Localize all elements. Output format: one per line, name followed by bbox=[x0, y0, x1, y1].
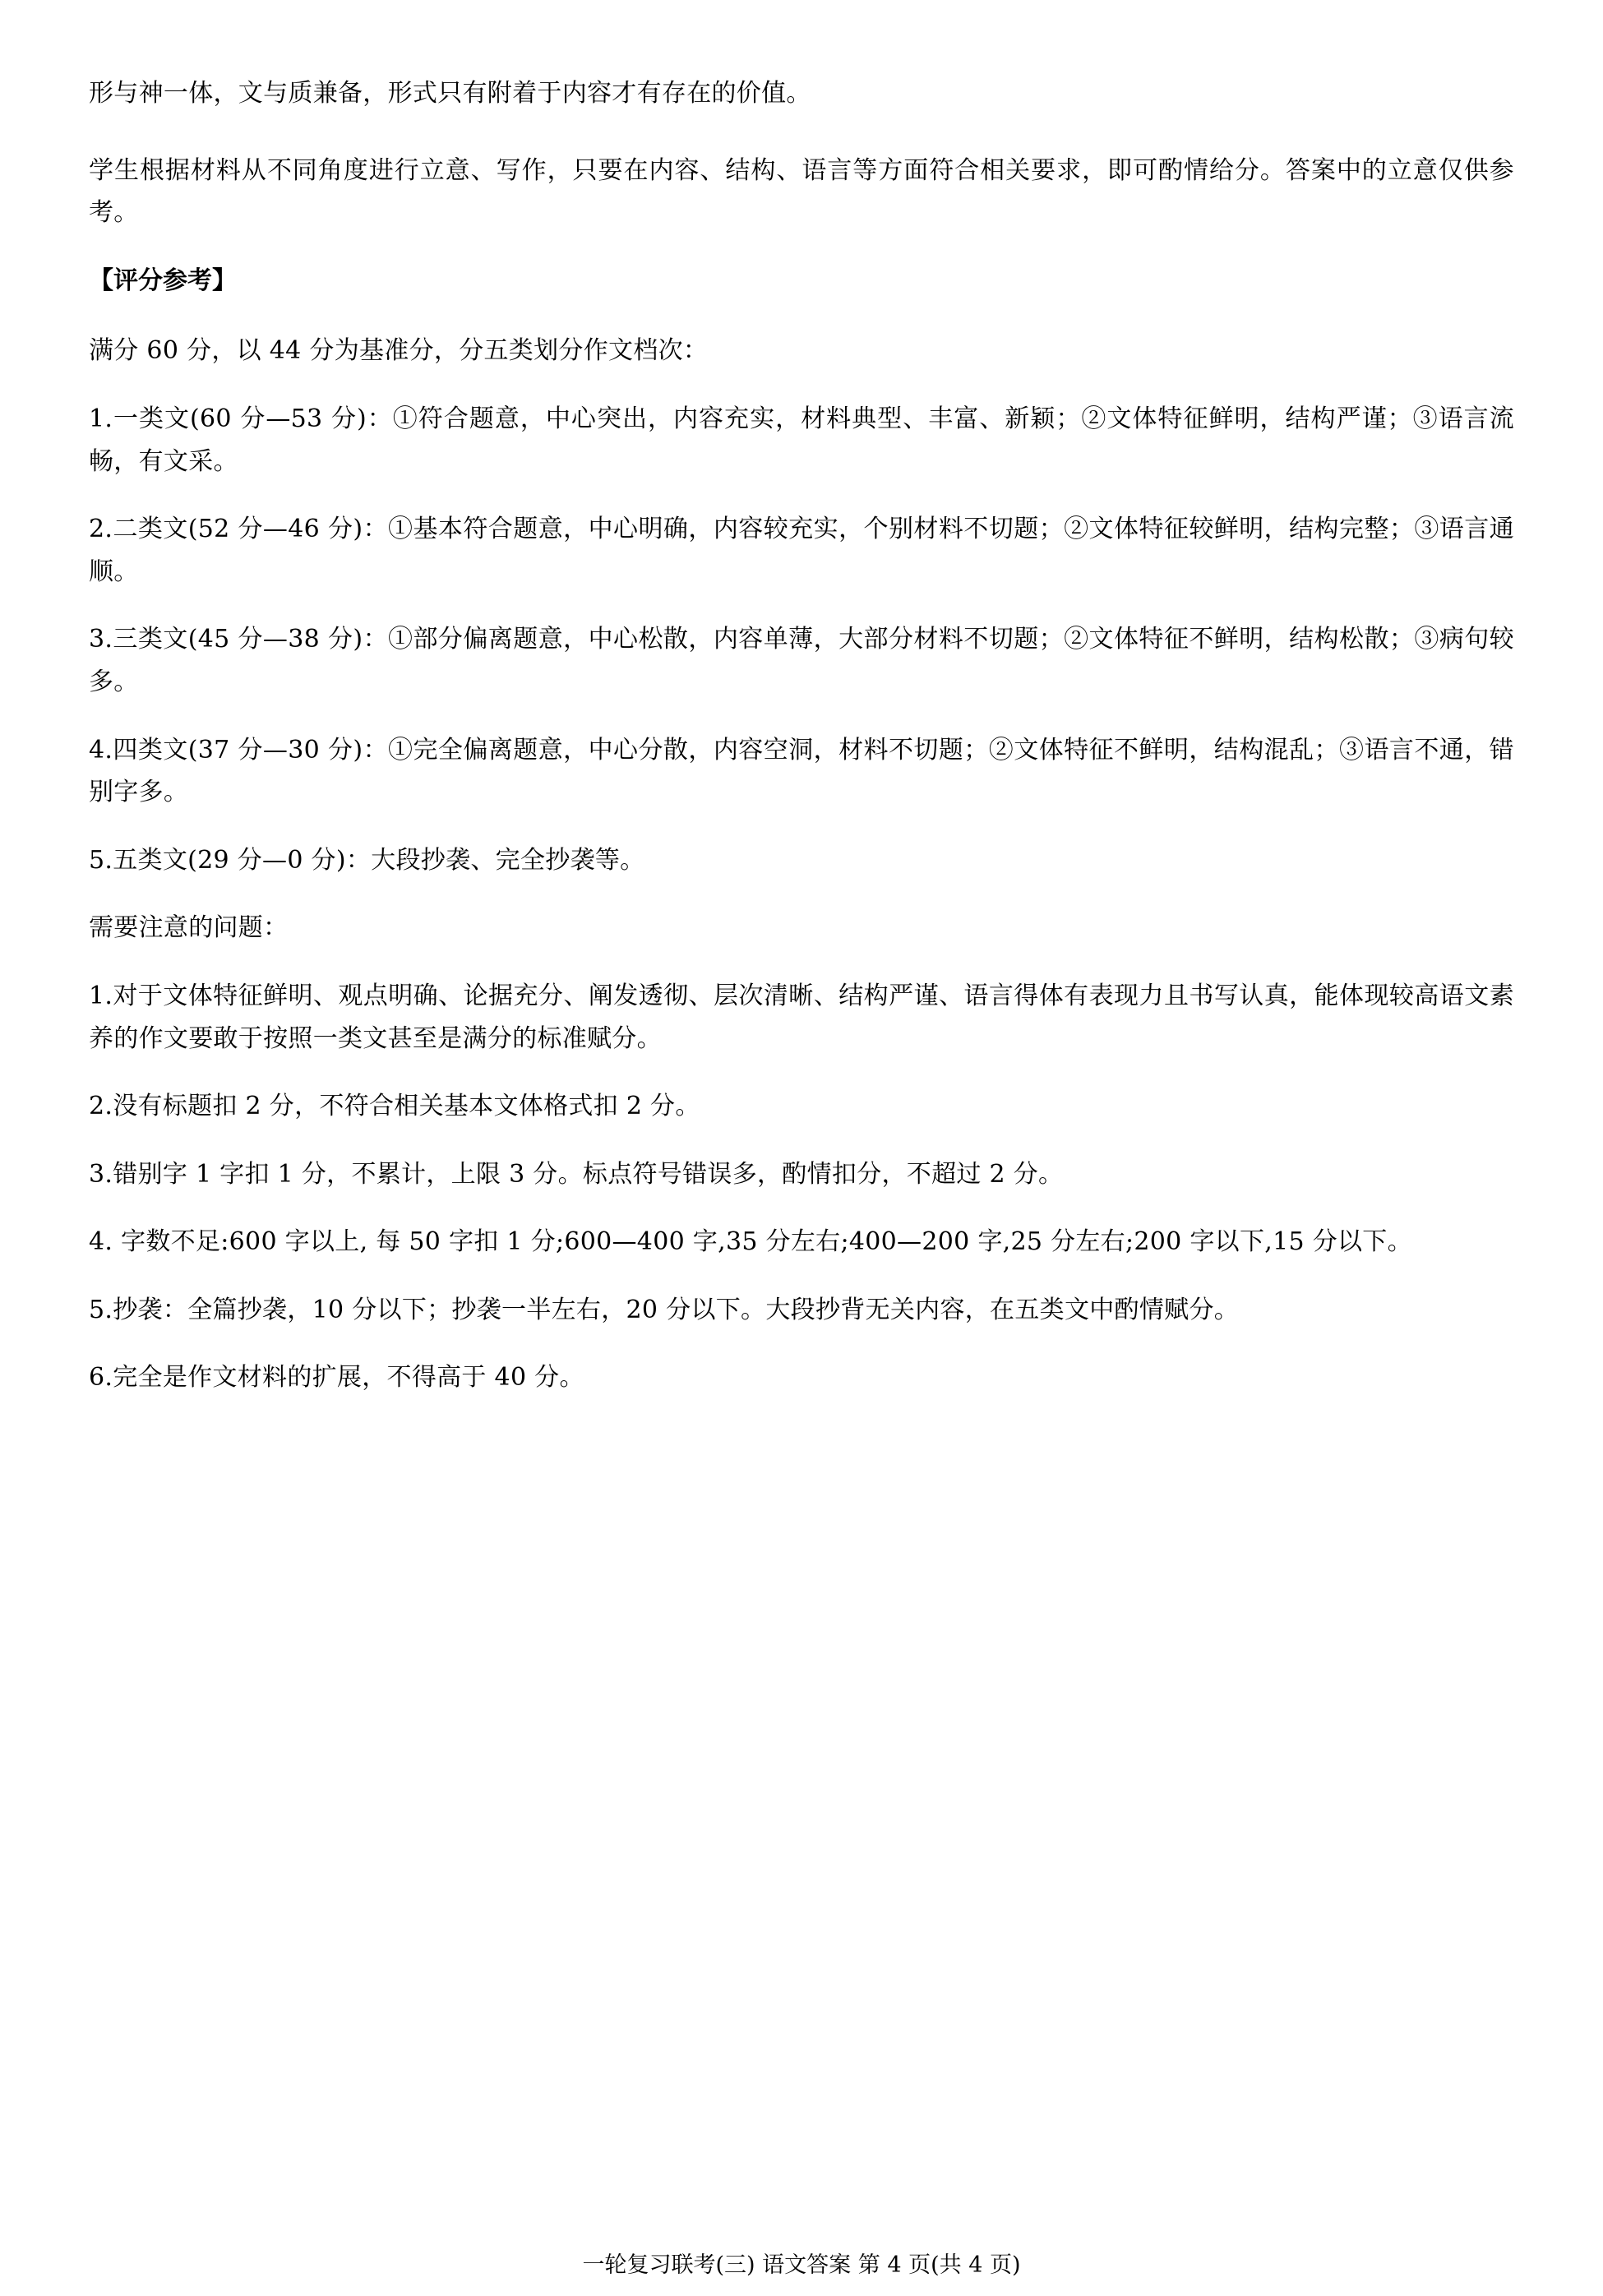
notes-heading: 需要注意的问题： bbox=[89, 913, 289, 943]
paragraph-note-2: 2.没有标题扣 2 分，不符合相关基本文体格式扣 2 分。 bbox=[89, 1092, 700, 1121]
paragraph-note-1: 1.对于文体特征鲜明、观点明确、论据充分、阐发透彻、层次清晰、结构严谨、语言得体有表现力且书写认真，能体现较高语文素养的作文要敢于按照一类文甚至是满分的标准赋分。 bbox=[89, 981, 1514, 1053]
paragraph-note-6: 6.完全是作文材料的扩展，不得高于 40 分。 bbox=[89, 1363, 584, 1393]
paragraph-score-class-5: 5.五类文(29 分—0 分)：大段抄袭、完全抄袭等。 bbox=[89, 845, 645, 875]
paragraph-score-class-1: 1.一类文(60 分—53 分)：①符合题意，中心突出，内容充实，材料典型、丰富、新颖；②文体特征鲜明，结构严谨；③语言流畅，有文采。 bbox=[89, 404, 1514, 476]
paragraph-score-class-4: 4.四类文(37 分—30 分)：①完全偏离题意，中心分散，内容空洞，材料不切题；②文体特征不鲜明，结构混乱；③语言不通，错别字多。 bbox=[89, 735, 1514, 807]
paragraph-intro-1: 形与神一体，文与质兼备，形式只有附着于内容才有存在的价值。 bbox=[89, 79, 811, 108]
paragraph-note-4: 4. 字数不足:600 字以上, 每 50 字扣 1 分;600—400 字,35 分左右;400—200 字,25 分左右;200 字以下,15 分以下。 bbox=[89, 1227, 1412, 1257]
paragraph-note-5: 5.抄袭：全篇抄袭，10 分以下；抄袭一半左右，20 分以下。大段抄背无关内容，在五类文中酌情赋分。 bbox=[89, 1295, 1240, 1324]
page-footer: 一轮复习联考(三) 语文答案 第 4 页(共 4 页) bbox=[582, 2252, 1021, 2279]
paragraph-score-class-3: 3.三类文(45 分—38 分)：①部分偏离题意，中心松散，内容单薄，大部分材料不切题；②文体特征不鲜明，结构松散；③病句较多。 bbox=[89, 625, 1514, 696]
paragraph-score-class-2: 2.二类文(52 分—46 分)：①基本符合题意，中心明确，内容较充实，个别材料不切题；②文体特征较鲜明，结构完整；③语言通顺。 bbox=[89, 515, 1514, 586]
section-heading-scoring-reference: 【评分参考】 bbox=[89, 266, 237, 295]
paragraph-note-3: 3.错别字 1 字扣 1 分，不累计，上限 3 分。标点符号错误多，酌情扣分，不超过 2 分。 bbox=[89, 1159, 1064, 1189]
paragraph-score-base: 满分 60 分，以 44 分为基准分，分五类划分作文档次： bbox=[89, 336, 709, 366]
paragraph-intro-2: 学生根据材料从不同角度进行立意、写作，只要在内容、结构、语言等方面符合相关要求，即可酌情给分。答案中的立意仅供参考。 bbox=[89, 155, 1514, 228]
